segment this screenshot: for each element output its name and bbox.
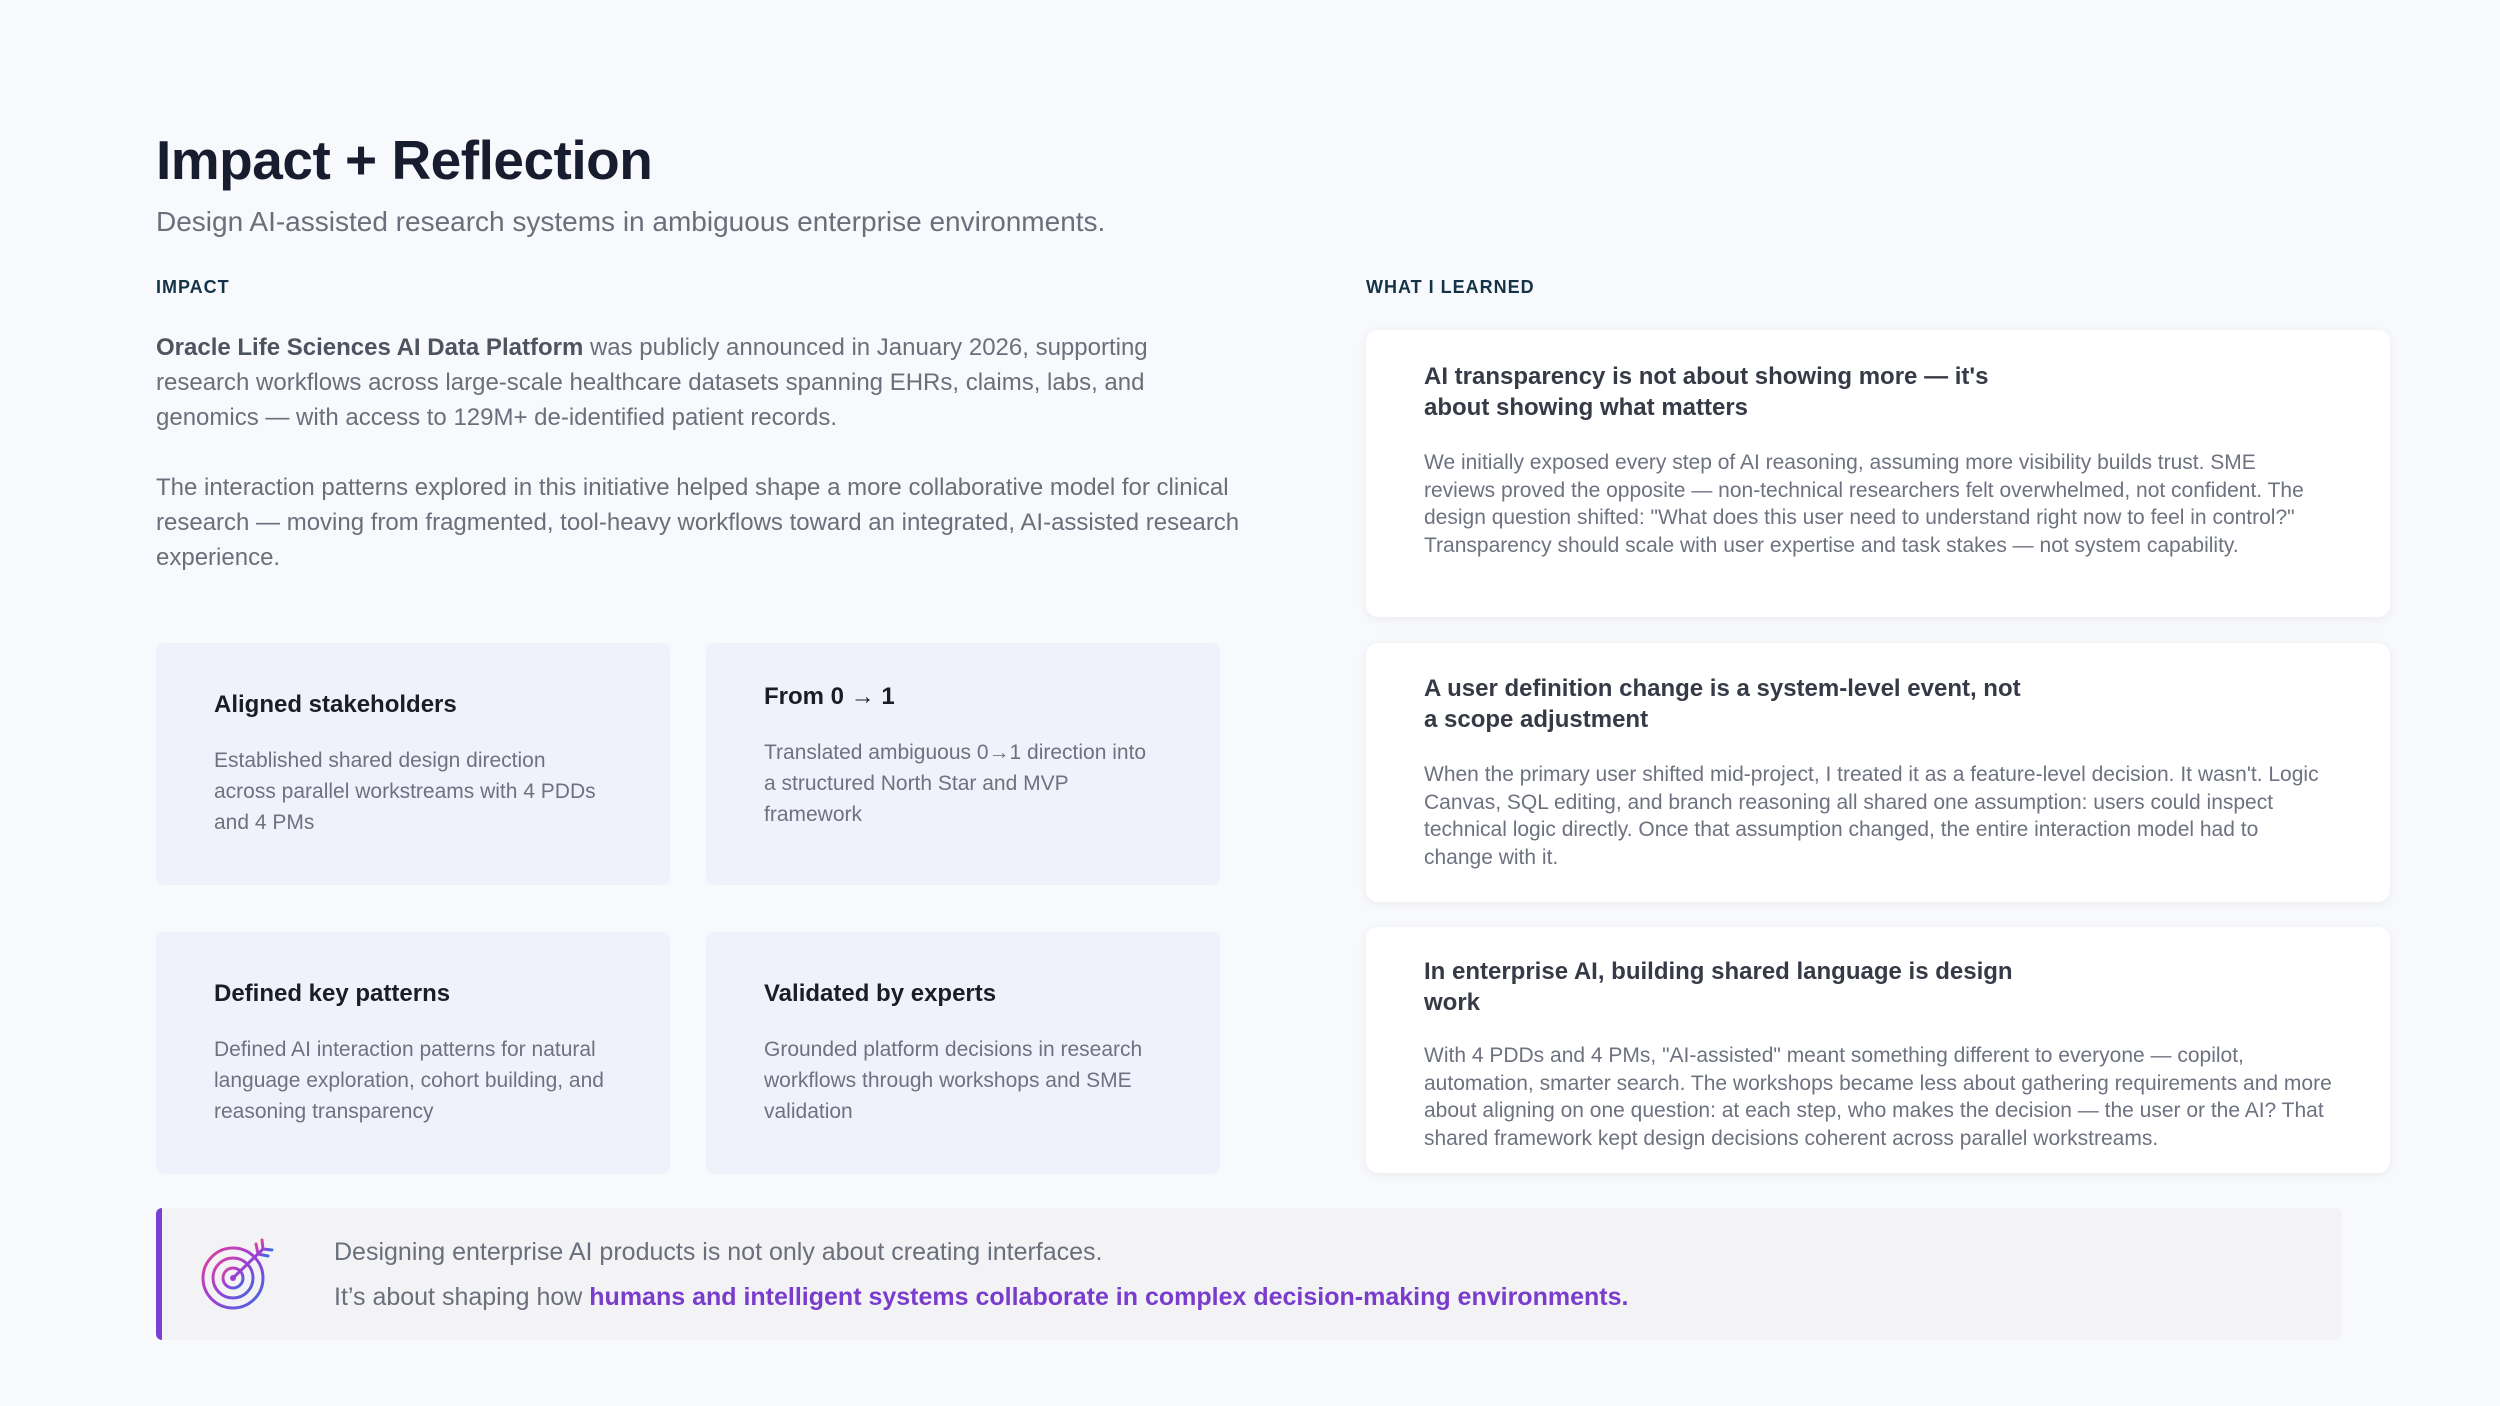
- impact-section-label: IMPACT: [156, 277, 230, 297]
- learned-section-label: WHAT I LEARNED: [1366, 277, 1535, 297]
- learned-card-title: In enterprise AI, building shared language is design work: [1424, 958, 2013, 1016]
- impact-paragraph-1: [156, 330, 1246, 435]
- learned-card-body: We initially exposed every step of AI reasoning, assuming more visibility builds trust. SME reviews proved the opposite — non-technical researchers felt overwhelmed, not confident. The design question shifted: "What does this user need to understand right now to feel in control?" Transparency should scale with user expertise and task stakes — not system capability.: [1424, 451, 2304, 557]
- impact-paragraph-2: The interaction patterns explored in this initiative helped shape a more collaborative model for clinical research — moving from fragmented, tool-heavy workflows toward an integrated, AI-assisted research experience.: [156, 474, 1240, 571]
- learned-card-shared-language: [1366, 927, 2390, 1173]
- page-title: Impact + Reflection: [156, 129, 653, 191]
- impact-card-validated: [706, 932, 1220, 1174]
- learned-card-transparency: [1366, 330, 2390, 617]
- impact-card-title: From 0 → 1: [764, 683, 895, 710]
- impact-card-aligned-stakeholders: [156, 643, 670, 885]
- impact-card-title: Aligned stakeholders: [214, 691, 457, 718]
- impact-card-title: Validated by experts: [764, 980, 997, 1007]
- closing-banner: [156, 1208, 2342, 1340]
- impact-card-description: Defined AI interaction patterns for natural language exploration, cohort building, and reasoning transparency: [214, 1038, 604, 1123]
- impact-card-key-patterns: [156, 932, 670, 1174]
- closing-lead: It’s about shaping how: [334, 1283, 590, 1311]
- closing-statement-continued: [334, 1283, 1628, 1312]
- impact-card-description: Grounded platform decisions in research workflows through workshops and SME validation: [764, 1038, 1143, 1123]
- impact-card-zero-to-one: [706, 643, 1220, 885]
- closing-statement: Designing enterprise AI products is not only about creating interfaces.: [334, 1238, 1103, 1266]
- learned-card-body: With 4 PDDs and 4 PMs, "AI-assisted" meant something different to everyone — copilot, automation, smarter search. The workshops became less about gathering requirements and more about aligning on one question: at each step, who makes the decision — the user or the AI? That shared framework kept design decisions coherent across parallel workstreams.: [1424, 1044, 2332, 1150]
- impact-card-description: Established shared design direction across parallel workstreams with 4 PDDs and 4 PMs: [214, 749, 596, 834]
- page-subtitle: Design AI-assisted research systems in ambiguous enterprise environments.: [156, 206, 1106, 237]
- learned-card-body: When the primary user shifted mid-project, I treated it as a feature-level decision. It wasn't. Logic Canvas, SQL editing, and branch reasoning all shared one assumption: users could inspect technical logic directly. Once that assumption changed, the entire interaction model had to change with it.: [1424, 763, 2319, 869]
- learned-card-title: A user definition change is a system-level event, not a scope adjustment: [1424, 675, 2021, 733]
- target-icon: [200, 1238, 274, 1312]
- platform-name: Oracle Life Sciences AI Data Platform: [156, 334, 584, 361]
- learned-card-user-definition: [1366, 643, 2390, 902]
- impact-paragraph-1-text: was publicly announced in January 2026, supporting research workflows across large-scale healthcare datasets spanning EHRs, claims, labs, and genomics — with access to 129M+ de-identified patient records.: [156, 334, 1148, 431]
- closing-highlight: humans and intelligent systems collaborate in complex decision-making environments.: [589, 1283, 1629, 1311]
- impact-card-title: Defined key patterns: [214, 980, 451, 1007]
- learned-card-title: AI transparency is not about showing more — it's about showing what matters: [1424, 363, 1989, 421]
- impact-card-description: Translated ambiguous 0→1 direction into a structured North Star and MVP framework: [764, 741, 1147, 826]
